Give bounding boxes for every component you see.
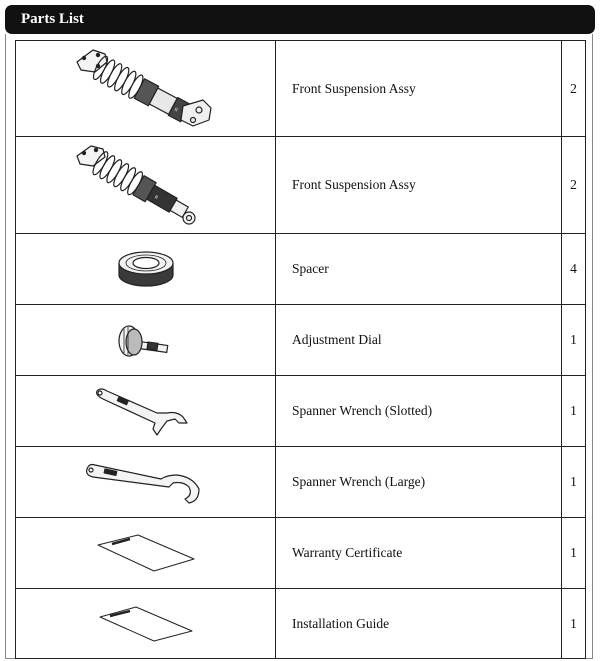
front-strut-eye-mount-icon	[71, 140, 221, 230]
part-name: Spacer	[276, 234, 562, 305]
part-quantity: 1	[562, 447, 586, 518]
part-name: Installation Guide	[276, 589, 562, 659]
slotted-wrench-icon	[91, 383, 201, 439]
part-quantity: 4	[562, 234, 586, 305]
part-image-cell	[16, 447, 276, 518]
table-row	[16, 234, 586, 305]
front-strut-top-mount-icon	[71, 44, 221, 134]
header-title: Parts List	[21, 11, 84, 27]
large-wrench-icon	[81, 457, 211, 507]
table-row	[16, 137, 586, 234]
table-row	[16, 376, 586, 447]
part-image-cell	[16, 305, 276, 376]
spacer-ring-icon	[111, 247, 181, 291]
part-image-cell	[16, 137, 276, 234]
parts-list-header	[5, 5, 595, 34]
part-quantity: 1	[562, 518, 586, 589]
part-image-cell	[16, 234, 276, 305]
part-image-cell	[16, 518, 276, 589]
part-name: Front Suspension Assy	[276, 137, 562, 234]
part-quantity: 2	[562, 41, 586, 137]
part-quantity: 1	[562, 305, 586, 376]
table-row	[16, 589, 586, 659]
part-image-cell	[16, 376, 276, 447]
table-row	[16, 518, 586, 589]
svg-text:II: II	[152, 194, 159, 201]
svg-text:II: II	[172, 106, 179, 113]
table-row	[16, 447, 586, 518]
part-name: Spanner Wrench (Large)	[276, 447, 562, 518]
part-name: Adjustment Dial	[276, 305, 562, 376]
certificate-icon	[94, 531, 198, 575]
part-quantity: 1	[562, 376, 586, 447]
part-image-cell	[16, 589, 276, 659]
part-name: Warranty Certificate	[276, 518, 562, 589]
part-quantity: 2	[562, 137, 586, 234]
part-name: Front Suspension Assy	[276, 41, 562, 137]
part-quantity: 1	[562, 589, 586, 659]
part-name: Spanner Wrench (Slotted)	[276, 376, 562, 447]
table-row	[16, 41, 586, 137]
part-image-cell	[16, 41, 276, 137]
table-row	[16, 305, 586, 376]
guide-icon	[96, 603, 196, 645]
parts-table	[15, 40, 586, 659]
adjustment-dial-icon	[114, 318, 178, 362]
